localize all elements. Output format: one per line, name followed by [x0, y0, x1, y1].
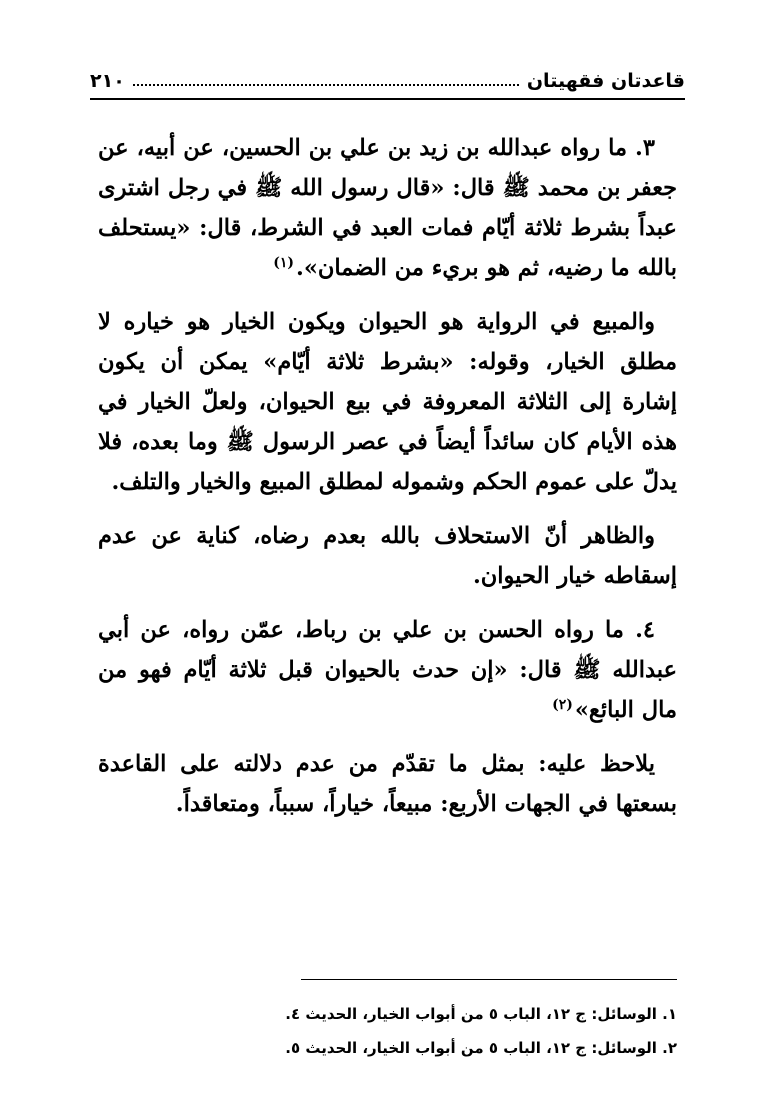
page-number: ٢١٠: [90, 70, 125, 92]
paragraph-text: ٤. ما رواه الحسن بن علي بن رباط، عمّن رواه، عن أبي عبدالله ﷺ قال: «إن حدث بالحيوان قبل ثلاثة أيّام فهو من مال البائع»: [98, 617, 677, 723]
paragraph-hadith-3: [98, 128, 677, 288]
header-dotted-leader: [133, 84, 519, 86]
footnote-2: ٢. الوسائل: ج ١٢، الباب ٥ من أبواب الخيار، الحديث ٥.: [285, 1039, 677, 1057]
body-text: [98, 128, 677, 838]
paragraph-commentary-1: [98, 302, 677, 502]
paragraph-hadith-4: [98, 610, 677, 730]
paragraph-text: والظاهر أنّ الاستحلاف بالله بعدم رضاه، كناية عن عدم إسقاطه خيار الحيوان.: [98, 523, 677, 589]
footnote-rule: [301, 979, 677, 980]
footnote-1: ١. الوسائل: ج ١٢، الباب ٥ من أبواب الخيار، الحديث ٤.: [285, 1005, 677, 1023]
footnote-ref-1[interactable]: (١): [273, 254, 295, 271]
footnote-ref-2[interactable]: (٢): [552, 696, 573, 713]
running-header: [90, 62, 685, 92]
header-rule: [90, 98, 685, 100]
paragraph-text: ٣. ما رواه عبدالله بن زيد بن علي بن الحسين، عن أبيه، عن جعفر بن محمد ﷺ قال: «قال رسول الله ﷺ في رجل اشترى عبداً بشرط ثلاثة أيّام فمات العبد في الشرط، قال: «يستحلف بالله ما رضيه، ثم هو بريء من الضمان».: [98, 135, 677, 281]
paragraph-commentary-2: [98, 516, 677, 596]
footnotes: [120, 997, 677, 1065]
paragraph-text: والمبيع في الرواية هو الحيوان ويكون الخيار هو خياره لا مطلق الخيار، وقوله: «بشرط ثلاثة أيّام» يمكن أن يكون إشارة إلى الثلاثة المعروفة في بيع الحيوان، ولعلّ الخيار في هذه الأيام كان سائداً أيضاً في عصر الرسول ﷺ وما بعده، فلا يدلّ على عموم الحكم وشموله لمطلق المبيع والخيار والتلف.: [98, 309, 677, 495]
running-title: قاعدتان فقهيتان: [526, 70, 685, 92]
paragraph-text: يلاحظ عليه: بمثل ما تقدّم من عدم دلالته على القاعدة بسعتها في الجهات الأربع: مبيعاً، خياراً، سبباً، ومتعاقداً.: [98, 751, 677, 817]
paragraph-observation: [98, 744, 677, 824]
